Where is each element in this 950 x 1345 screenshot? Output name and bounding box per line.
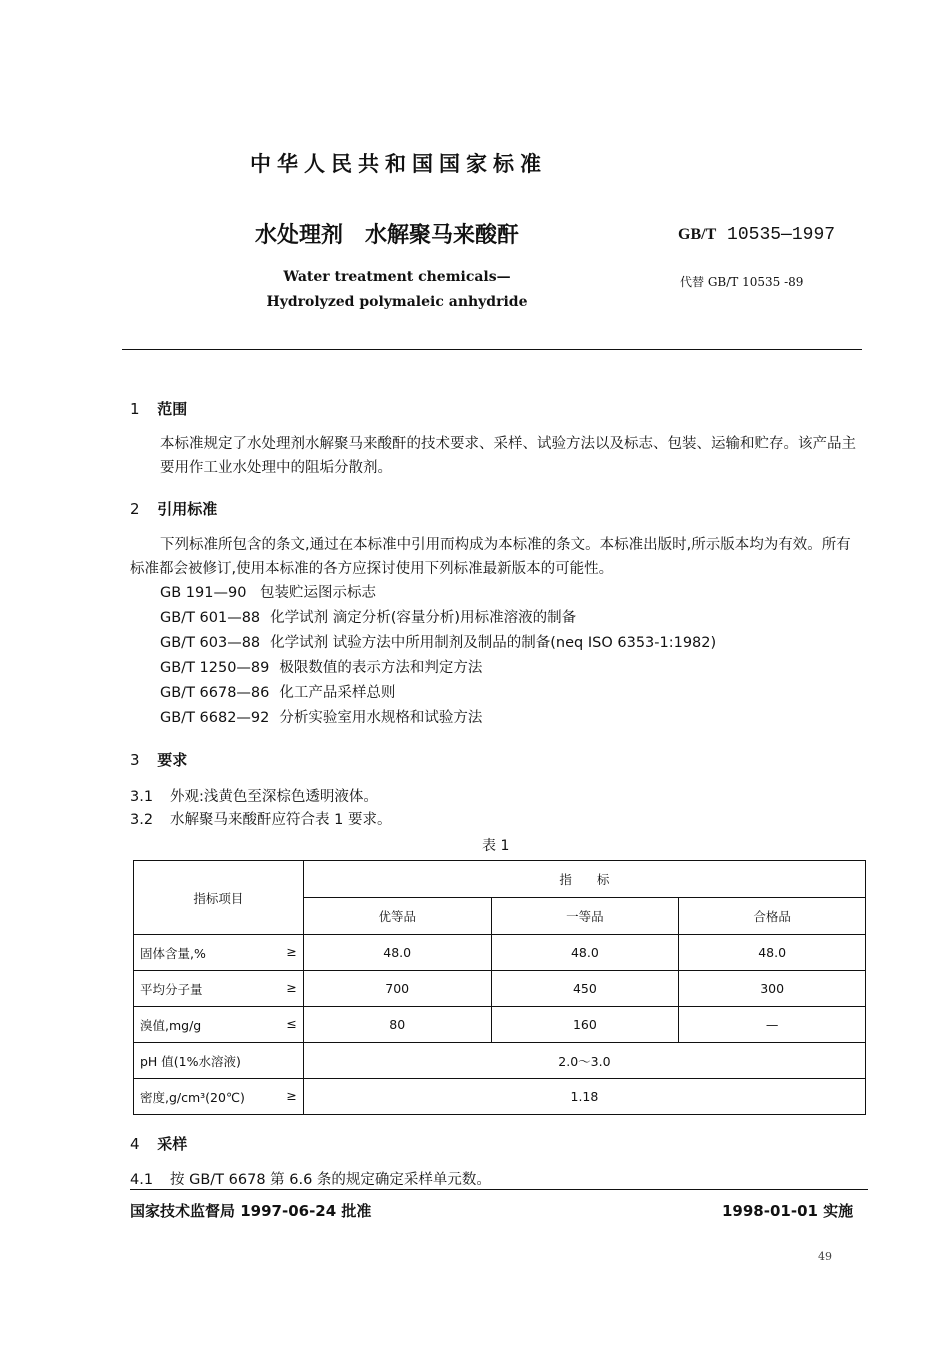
section-2-text: 下列标准所包含的条文,通过在本标准中引用而构成为本标准的条文。本标准出版时,所示版本均为有效。所有标准都会被修订,使用本标准的各方应探讨使用下列标准最新版本的可能性。 (130, 537, 851, 577)
grade-header: 优等品 (303, 898, 491, 935)
referenced-standards-list (160, 581, 716, 731)
row-item: pH 值(1%水溶液) (134, 1043, 304, 1079)
table-header-item: 指标项目 (134, 861, 304, 935)
section-1-number: 1 (130, 400, 140, 418)
section-1-text: 本标准规定了水处理剂水解聚马来酸酐的技术要求、采样、试验方法以及标志、包装、运输和贮存。该产品主要用作工业水处理中的阻垢分散剂。 (160, 436, 856, 476)
section-3-heading (130, 749, 187, 770)
cell-value: 700 (303, 971, 491, 1007)
section-4-heading (130, 1133, 187, 1154)
ref-item: GB/T 6682—92 分析实验室用水规格和试验方法 (160, 710, 483, 726)
section-3-title: 要求 (157, 751, 188, 769)
cell-value: — (679, 1007, 866, 1043)
footer-divider (130, 1189, 868, 1190)
header-divider (122, 349, 862, 350)
clause-3-1: 3.1 外观:浅黄色至深棕色透明液体。 (130, 789, 378, 805)
clause-4-1: 4.1 按 GB/T 6678 第 6.6 条的规定确定采样单元数。 (130, 1172, 491, 1188)
standard-number (678, 225, 835, 245)
row-item: 密度,g/cm³(20℃) ≥ (134, 1079, 304, 1115)
section-2-title: 引用标准 (157, 500, 218, 518)
title-en-line2: Hydrolyzed polymaleic anhydride (266, 294, 528, 310)
cell-value: 2.0～3.0 (303, 1043, 865, 1079)
clause-3-2: 3.2 水解聚马来酸酐应符合表 1 要求。 (130, 812, 392, 828)
ref-item: GB 191—90 包装贮运图示标志 (160, 585, 376, 601)
page-number: 49 (818, 1250, 832, 1263)
standard-title-cn (255, 218, 519, 249)
table-row (134, 1043, 866, 1079)
title-en-line1: Water treatment chemicals— (283, 269, 511, 285)
ref-item: GB/T 603—88 化学试剂 试验方法中所用制剂及制品的制备(neq ISO 6353-1:1982) (160, 635, 717, 651)
cell-value: 48.0 (491, 935, 679, 971)
row-item: 平均分子量 ≥ (134, 971, 304, 1007)
approval-line: 国家技术监督局 1997-06-24 批准 (130, 1202, 372, 1220)
table-row (134, 935, 866, 971)
table-row (134, 971, 866, 1007)
section-4-title: 采样 (157, 1135, 188, 1153)
row-item: 溴值,mg/g ≤ (134, 1007, 304, 1043)
cell-value: 48.0 (679, 935, 866, 971)
section-2-heading (130, 498, 217, 519)
title-cn-part2: 水解聚马来酸酐 (365, 223, 520, 248)
grade-header: 合格品 (679, 898, 866, 935)
title-cn-part1: 水处理剂 (255, 223, 344, 248)
table-row (134, 1079, 866, 1115)
section-4-number: 4 (130, 1135, 140, 1153)
ref-item: GB/T 6678—86 化工产品采样总则 (160, 685, 396, 701)
cell-value: 80 (303, 1007, 491, 1043)
grade-header: 一等品 (491, 898, 679, 935)
cell-value: 300 (679, 971, 866, 1007)
ref-item: GB/T 601—88 化学试剂 滴定分析(容量分析)用标准溶液的制备 (160, 610, 577, 626)
section-1-title: 范围 (157, 400, 188, 418)
replaces-note: 代替 GB/T 10535 -89 (680, 275, 804, 289)
section-2-number: 2 (130, 500, 140, 518)
section-1-heading (130, 398, 187, 419)
standard-title-en (262, 265, 532, 315)
cell-value: 450 (491, 971, 679, 1007)
table-row (134, 1007, 866, 1043)
national-standard-title: 中华人民共和国国家标准 (250, 152, 547, 176)
standard-code: 10535—1997 (727, 225, 836, 245)
cell-value: 160 (491, 1007, 679, 1043)
cell-value: 48.0 (303, 935, 491, 971)
cell-value: 1.18 (303, 1079, 865, 1115)
specification-table (133, 860, 866, 1115)
table-caption: 表 1 (482, 838, 510, 854)
standard-prefix: GB/T (678, 226, 717, 243)
table-header-spec: 指 标 (303, 861, 865, 898)
effective-date: 1998-01-01 实施 (722, 1202, 854, 1220)
ref-item: GB/T 1250—89 极限数值的表示方法和判定方法 (160, 660, 483, 676)
section-3-number: 3 (130, 751, 140, 769)
row-item: 固体含量,% ≥ (134, 935, 304, 971)
